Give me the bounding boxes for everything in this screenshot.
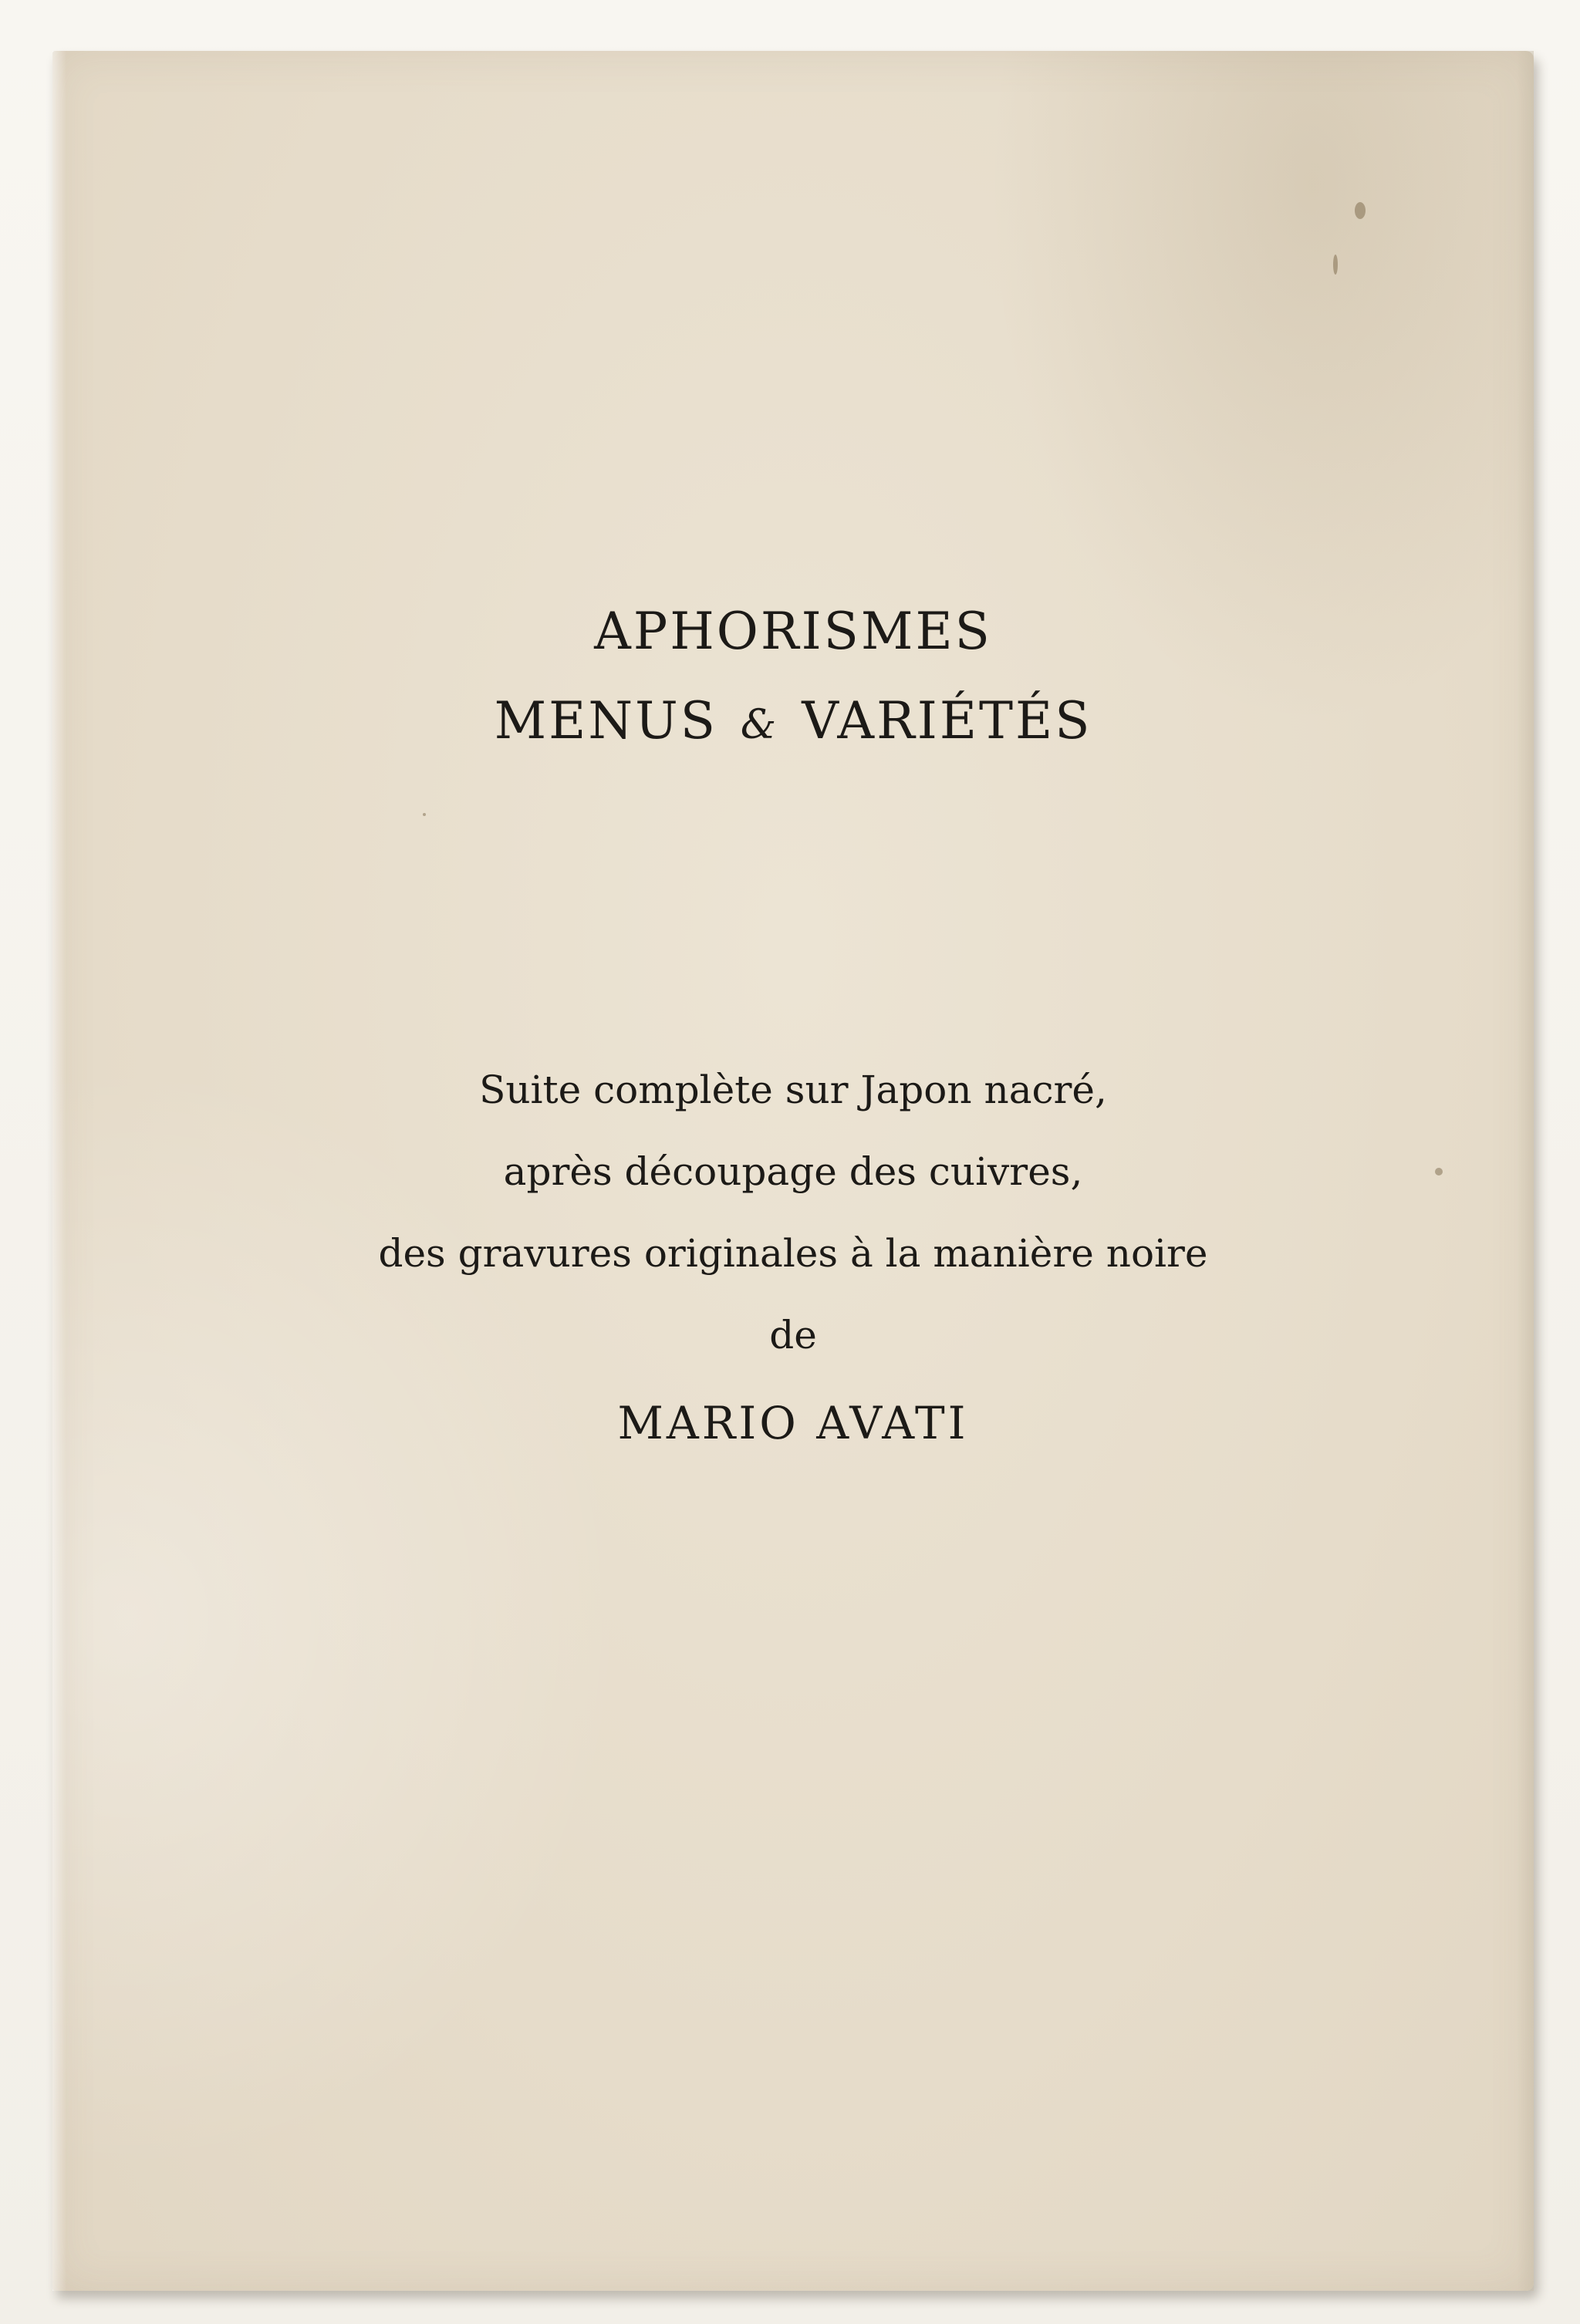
cover-title-varietes: VARIÉTÉS xyxy=(802,691,1092,750)
subtitle-line: de xyxy=(769,1313,817,1358)
subtitle-line: Suite complète sur Japon nacré, xyxy=(479,1068,1107,1112)
author-name: MARIO AVATI xyxy=(617,1397,969,1449)
subtitle-line: après découpage des cuivres, xyxy=(503,1149,1083,1194)
cover-title-menus: MENUS xyxy=(494,691,717,750)
foxing-spot xyxy=(423,813,426,816)
foxing-spot xyxy=(1355,202,1366,219)
cover-title-line-2 xyxy=(52,691,1534,750)
ampersand-ornament: & xyxy=(740,702,779,748)
cover-title-line-1: APHORISMES xyxy=(594,602,992,661)
foxing-spot xyxy=(1333,255,1338,275)
book-cover xyxy=(52,51,1534,2291)
subtitle-line: des gravures originales à la manière noire xyxy=(378,1231,1208,1276)
